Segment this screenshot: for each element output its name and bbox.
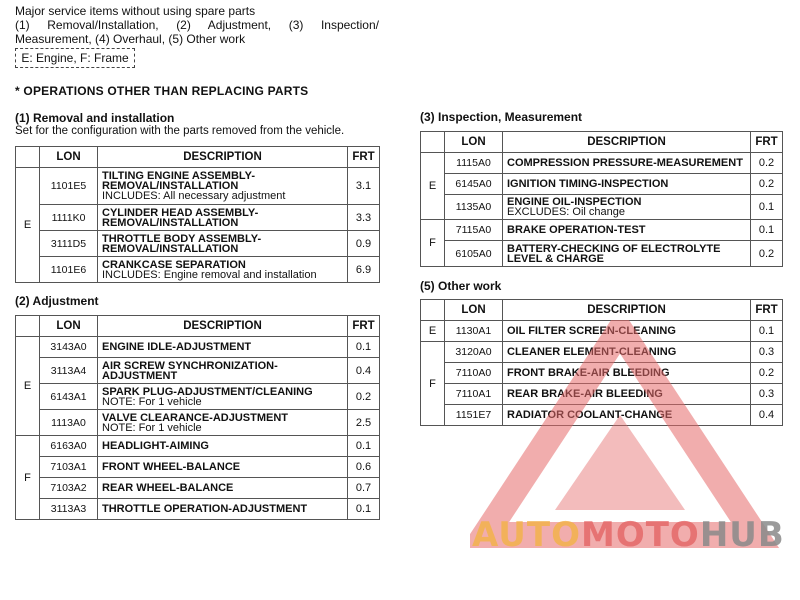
- frt-cell: 0.2: [751, 241, 783, 267]
- operation-note: INCLUDES: All necessary adjustment: [102, 190, 286, 202]
- description-cell: [98, 231, 348, 257]
- col-category-header: [16, 147, 40, 168]
- intro-text: [15, 4, 379, 46]
- adjustment-table: [15, 315, 380, 520]
- operation-title: HEADLIGHT-AIMING: [102, 440, 209, 452]
- frt-cell: 0.1: [751, 195, 783, 220]
- col-frt-header: FRT: [751, 300, 783, 321]
- lon-cell: 1151E7: [445, 405, 503, 426]
- section-title-inspection: (3) Inspection, Measurement: [420, 110, 583, 124]
- category-cell: E: [16, 337, 40, 436]
- category-cell: E: [421, 153, 445, 220]
- description-cell: [503, 363, 751, 384]
- operation-title: CYLINDER HEAD ASSEMBLY-REMOVAL/INSTALLATION: [102, 206, 259, 229]
- table-row: [16, 457, 380, 478]
- table-row: [421, 174, 783, 195]
- description-cell: [503, 241, 751, 267]
- category-cell: E: [16, 168, 40, 283]
- col-lon-header: LON: [445, 300, 503, 321]
- lon-cell: 7103A2: [40, 478, 98, 499]
- table-row: [421, 363, 783, 384]
- watermark-text: [472, 515, 785, 555]
- description-cell: [503, 405, 751, 426]
- lon-cell: 6163A0: [40, 436, 98, 457]
- table-row: [16, 499, 380, 520]
- operation-title: BRAKE OPERATION-TEST: [507, 224, 646, 236]
- main-heading: * OPERATIONS OTHER THAN REPLACING PARTS: [15, 84, 309, 98]
- table-row: [16, 436, 380, 457]
- description-cell: [98, 205, 348, 231]
- frt-cell: 0.1: [751, 321, 783, 342]
- table-row: [16, 231, 380, 257]
- lon-cell: 1111K0: [40, 205, 98, 231]
- intro-word: Inspection/: [320, 18, 379, 32]
- section-title-removal: (1) Removal and installation: [15, 111, 175, 125]
- table-row: [16, 358, 380, 384]
- table-row: [421, 384, 783, 405]
- operation-title: ENGINE IDLE-ADJUSTMENT: [102, 341, 252, 353]
- intro-line-3: Measurement, (4) Overhaul, (5) Other work: [15, 32, 246, 46]
- col-category-header: [421, 132, 445, 153]
- col-frt-header: FRT: [348, 316, 380, 337]
- operation-title: CRANKCASE SEPARATION: [102, 258, 246, 271]
- col-category-header: [421, 300, 445, 321]
- operation-title: IGNITION TIMING-INSPECTION: [507, 178, 669, 190]
- lon-cell: 3143A0: [40, 337, 98, 358]
- lon-cell: 7115A0: [445, 220, 503, 241]
- col-description-header: DESCRIPTION: [503, 132, 751, 153]
- description-cell: [98, 436, 348, 457]
- frt-cell: 0.2: [751, 174, 783, 195]
- lon-cell: 7103A1: [40, 457, 98, 478]
- operation-title: REAR BRAKE-AIR BLEEDING: [507, 388, 663, 400]
- description-cell: [503, 220, 751, 241]
- lon-cell: 3113A4: [40, 358, 98, 384]
- lon-cell: 6143A1: [40, 384, 98, 410]
- description-cell: [503, 321, 751, 342]
- table-header-row: [16, 316, 380, 337]
- col-lon-header: LON: [445, 132, 503, 153]
- removal-table: [15, 146, 380, 283]
- operation-title: VALVE CLEARANCE-ADJUSTMENT: [102, 411, 288, 424]
- table-row: [16, 410, 380, 436]
- lon-cell: 3113A3: [40, 499, 98, 520]
- table-row: [421, 241, 783, 267]
- frt-cell: 0.3: [751, 384, 783, 405]
- frt-cell: 0.4: [348, 358, 380, 384]
- lon-cell: 1101E6: [40, 257, 98, 283]
- table-row: [421, 342, 783, 363]
- table-header-row: [16, 147, 380, 168]
- frt-cell: 0.1: [348, 499, 380, 520]
- col-description-header: DESCRIPTION: [98, 147, 348, 168]
- lon-cell: 1130A1: [445, 321, 503, 342]
- description-cell: [98, 384, 348, 410]
- inspection-table: [420, 131, 783, 267]
- description-cell: [503, 195, 751, 220]
- frt-cell: 3.1: [348, 168, 380, 205]
- col-description-header: DESCRIPTION: [98, 316, 348, 337]
- description-cell: [98, 168, 348, 205]
- intro-line-2: [15, 18, 379, 32]
- col-frt-header: FRT: [751, 132, 783, 153]
- frt-cell: 0.2: [751, 153, 783, 174]
- operation-title: OIL FILTER SCREEN-CLEANING: [507, 325, 676, 337]
- description-cell: [98, 257, 348, 283]
- description-cell: [98, 410, 348, 436]
- description-cell: [503, 342, 751, 363]
- description-cell: [98, 457, 348, 478]
- operation-title: FRONT WHEEL-BALANCE: [102, 461, 241, 473]
- category-cell: E: [421, 321, 445, 342]
- col-description-header: DESCRIPTION: [503, 300, 751, 321]
- lon-cell: 7110A1: [445, 384, 503, 405]
- table-header-row: [421, 132, 783, 153]
- operation-note: INCLUDES: Engine removal and installation: [102, 268, 317, 281]
- intro-word: Adjustment,: [207, 18, 272, 32]
- operation-title: TILTING ENGINE ASSEMBLY-REMOVAL/INSTALLATION: [102, 170, 255, 192]
- table-row: [421, 321, 783, 342]
- table-row: [16, 205, 380, 231]
- frt-cell: 0.2: [348, 384, 380, 410]
- table-row: [421, 220, 783, 241]
- col-lon-header: LON: [40, 147, 98, 168]
- description-cell: [98, 358, 348, 384]
- operation-note: EXCLUDES: Oil change: [507, 206, 625, 218]
- operation-note: NOTE: For 1 vehicle: [102, 421, 202, 434]
- lon-cell: 3120A0: [445, 342, 503, 363]
- category-legend: E: Engine, F: Frame: [15, 48, 135, 68]
- col-category-header: [16, 316, 40, 337]
- col-lon-header: LON: [40, 316, 98, 337]
- table-row: [16, 168, 380, 205]
- frt-cell: 0.2: [751, 363, 783, 384]
- lon-cell: 3111D5: [40, 231, 98, 257]
- frt-cell: 0.1: [751, 220, 783, 241]
- frt-cell: 6.9: [348, 257, 380, 283]
- intro-word: Removal/Installation,: [47, 18, 159, 32]
- frt-cell: 3.3: [348, 205, 380, 231]
- category-cell: F: [421, 220, 445, 267]
- frt-cell: 0.1: [348, 436, 380, 457]
- table-row: [421, 195, 783, 220]
- table-row: [421, 405, 783, 426]
- description-cell: [98, 478, 348, 499]
- col-frt-header: FRT: [348, 147, 380, 168]
- frt-cell: 0.6: [348, 457, 380, 478]
- table-row: [421, 153, 783, 174]
- lon-cell: 6145A0: [445, 174, 503, 195]
- description-cell: [98, 337, 348, 358]
- operation-title: THROTTLE BODY ASSEMBLY-REMOVAL/INSTALLATION: [102, 232, 262, 255]
- section-title-adjustment: (2) Adjustment: [15, 294, 99, 308]
- intro-word: (1): [15, 18, 30, 32]
- operation-title: REAR WHEEL-BALANCE: [102, 482, 234, 494]
- category-cell: F: [421, 342, 445, 426]
- frt-cell: 2.5: [348, 410, 380, 436]
- frt-cell: 0.1: [348, 337, 380, 358]
- operation-title: SPARK PLUG-ADJUSTMENT/CLEANING: [102, 385, 313, 398]
- watermark-part-auto: AUTO: [472, 515, 581, 555]
- operation-title: CLEANER ELEMENT-CLEANING: [507, 346, 677, 358]
- frt-cell: 0.4: [751, 405, 783, 426]
- description-cell: [503, 384, 751, 405]
- intro-line-1: Major service items without using spare parts: [15, 4, 256, 18]
- section-title-other: (5) Other work: [420, 279, 502, 293]
- frt-cell: 0.3: [751, 342, 783, 363]
- description-cell: [503, 153, 751, 174]
- description-cell: [503, 174, 751, 195]
- intro-word: (3): [288, 18, 304, 32]
- section-note-removal: Set for the configuration with the parts removed from the vehicle.: [15, 125, 345, 137]
- lon-cell: 7110A0: [445, 363, 503, 384]
- lon-cell: 1115A0: [445, 153, 503, 174]
- operation-title: FRONT BRAKE-AIR BLEEDING: [507, 367, 670, 379]
- operation-title: ENGINE OIL-INSPECTION: [507, 196, 642, 208]
- operation-title: AIR SCREW SYNCHRONIZATION-ADJUSTMENT: [102, 359, 278, 382]
- category-cell: F: [16, 436, 40, 520]
- intro-word: (2): [176, 18, 191, 32]
- table-row: [16, 257, 380, 283]
- operation-title: THROTTLE OPERATION-ADJUSTMENT: [102, 503, 308, 515]
- table-row: [16, 384, 380, 410]
- table-header-row: [421, 300, 783, 321]
- table-row: [16, 337, 380, 358]
- operation-note: NOTE: For 1 vehicle: [102, 395, 202, 408]
- operation-title: BATTERY-CHECKING OF ELECTROLYTE LEVEL & CHARGE: [507, 242, 721, 265]
- watermark-part-moto: MOTO: [580, 515, 700, 555]
- lon-cell: 1101E5: [40, 168, 98, 205]
- operation-title: COMPRESSION PRESSURE-MEASUREMENT: [507, 157, 743, 169]
- frt-cell: 0.9: [348, 231, 380, 257]
- lon-cell: 1135A0: [445, 195, 503, 220]
- description-cell: [98, 499, 348, 520]
- operation-title: RADIATOR COOLANT-CHANGE: [507, 409, 673, 421]
- table-row: [16, 478, 380, 499]
- lon-cell: 1113A0: [40, 410, 98, 436]
- frt-cell: 0.7: [348, 478, 380, 499]
- watermark-part-hub: HUB: [699, 515, 785, 555]
- lon-cell: 6105A0: [445, 241, 503, 267]
- other-work-table: [420, 299, 783, 426]
